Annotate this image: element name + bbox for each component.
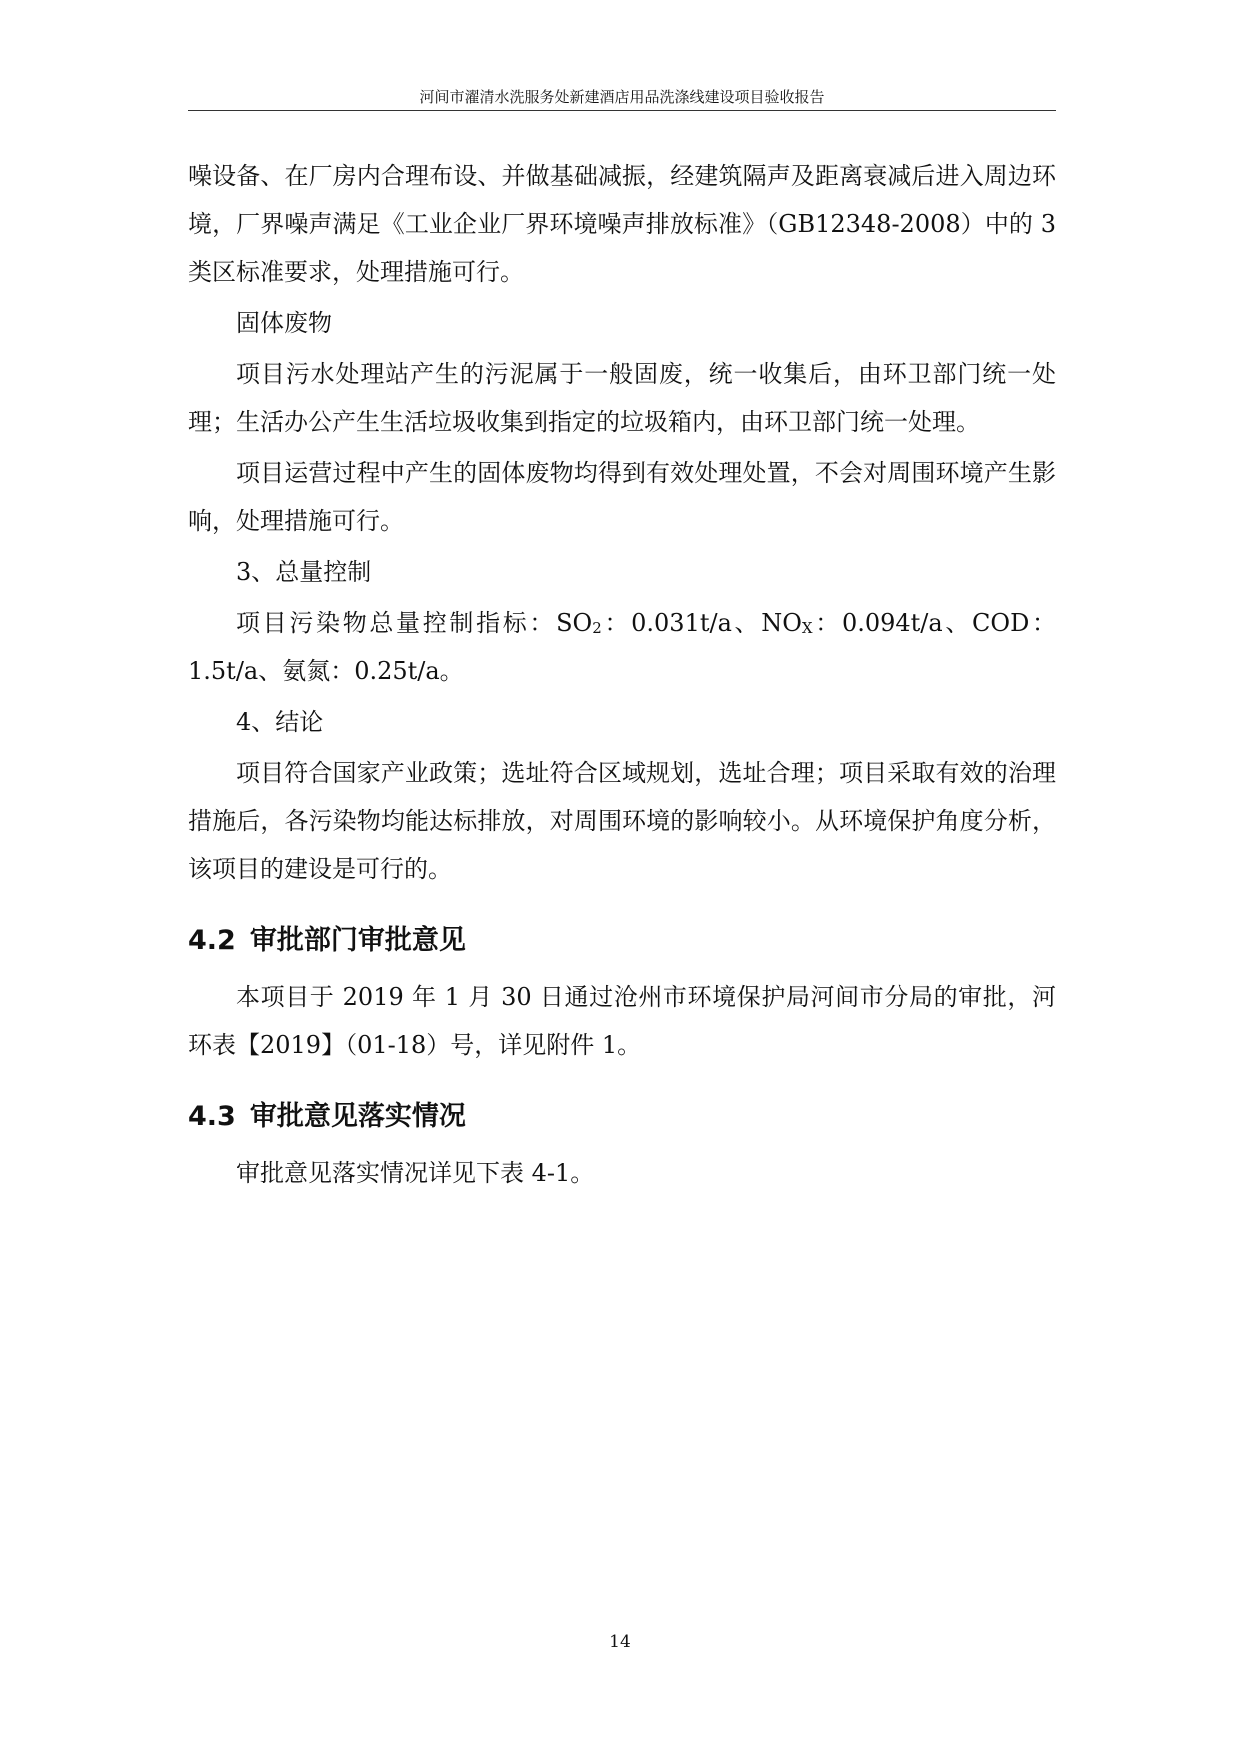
- section-4-2-number: 4.2: [188, 925, 236, 956]
- noise-paragraph: 噪设备、在厂房内合理布设、并做基础减振，经建筑隔声及距离衰减后进入周边环境，厂界噪声满足《工业企业厂界环境噪声排放标准》（GB12348-2008）中的 3 类区标准要求，处理措施可行。: [188, 162, 1056, 286]
- page-content: [188, 152, 1056, 1200]
- total-control-paragraph: [188, 599, 1056, 695]
- nox-subscript: X: [801, 619, 813, 637]
- page-header: [188, 84, 1056, 111]
- page-footer: [0, 1630, 1240, 1654]
- total-control-rest: ：0.094t/a、COD：1.5t/a、氨氮：0.25t/a。: [188, 609, 1056, 685]
- total-control-prefix: 项目污染物总量控制指标：SO: [236, 609, 593, 637]
- section-4-3-paragraph: 审批意见落实情况详见下表 4-1。: [236, 1159, 595, 1187]
- section-4-3-title: 审批意见落实情况: [249, 1101, 466, 1132]
- conclusion-heading: 4、结论: [236, 708, 324, 736]
- section-4-3-number: 4.3: [188, 1101, 236, 1132]
- sludge-paragraph: 项目污水处理站产生的污泥属于一般固废，统一收集后，由环卫部门统一处理；生活办公产生生活垃圾收集到指定的垃圾箱内，由环卫部门统一处理。: [188, 360, 1056, 436]
- header-title: 河间市濯清水洗服务处新建酒店用品洗涤线建设项目验收报告: [419, 88, 825, 106]
- section-4-3-heading: [188, 1091, 1056, 1143]
- section-4-2-heading: [188, 915, 1056, 967]
- solid-waste-conclusion-paragraph: 项目运营过程中产生的固体废物均得到有效处理处置，不会对周围环境产生影响，处理措施可行。: [188, 459, 1056, 535]
- so2-value: ：0.031t/a、NO: [601, 609, 802, 637]
- section-4-2-title: 审批部门审批意见: [249, 925, 466, 956]
- total-control-heading: 3、总量控制: [236, 558, 372, 586]
- conclusion-paragraph: 项目符合国家产业政策；选址符合区域规划，选址合理；项目采取有效的治理措施后，各污染物均能达标排放，对周围环境的影响较小。从环境保护角度分析，该项目的建设是可行的。: [188, 759, 1056, 883]
- so2-subscript: 2: [592, 619, 602, 637]
- section-4-2-paragraph: 本项目于 2019 年 1 月 30 日通过沧州市环境保护局河间市分局的审批，河环表【2019】（01-18）号，详见附件 1。: [188, 983, 1056, 1059]
- solid-waste-heading: 固体废物: [236, 309, 332, 337]
- page-number: 14: [609, 1632, 631, 1652]
